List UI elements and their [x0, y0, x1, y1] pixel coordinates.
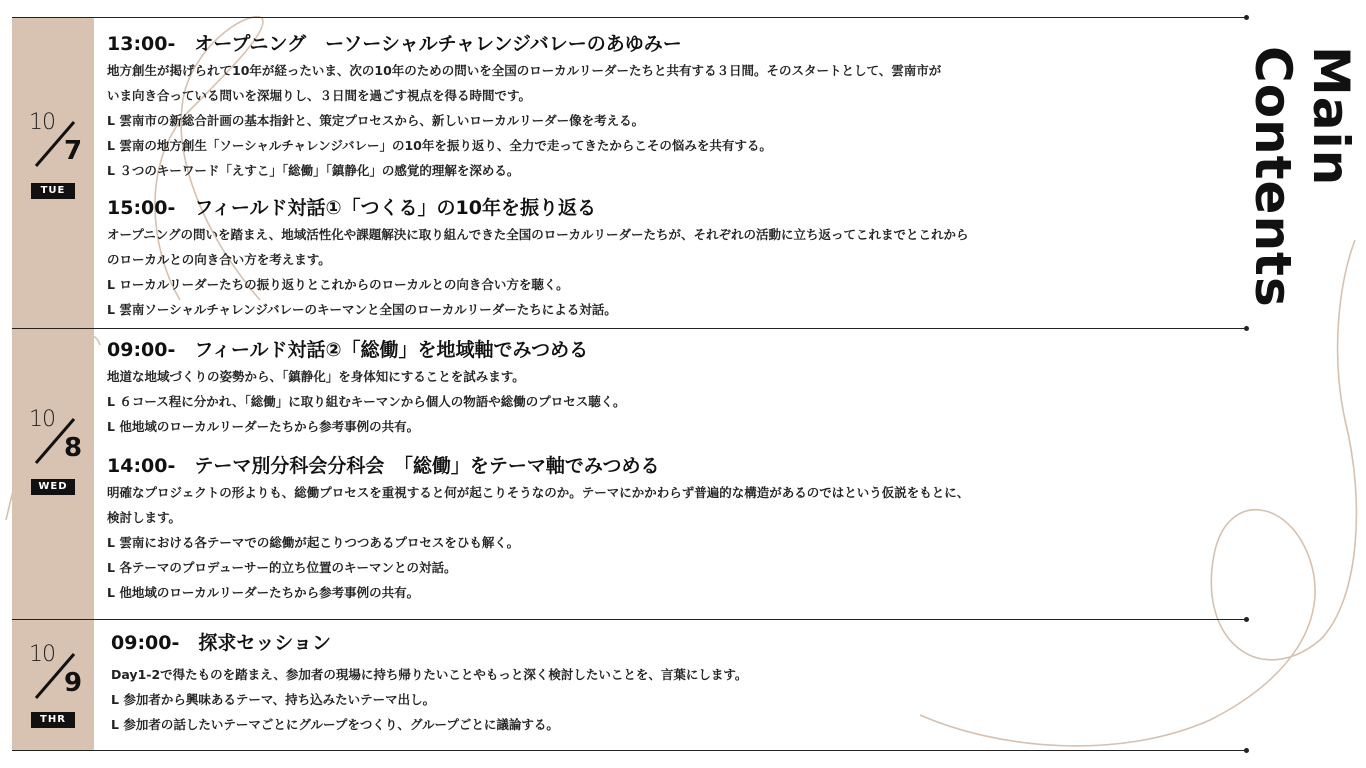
- session-text: 明確なプロジェクトの形よりも、総働プロセスを重視すると何が起こりそうなのか。テーマにかかわらず普遍的な構造があるのではという仮説をもとに、: [107, 485, 970, 500]
- session-title: 14:00- テーマ別分科会分科会 「総働」をテーマ軸でみつめる: [107, 455, 660, 477]
- session-text: いま向き合っている問いを深堀りし、３日間を過ごす視点を得る時間です。: [107, 88, 532, 103]
- date-month: 10: [29, 642, 55, 667]
- date-day: 9: [64, 668, 83, 698]
- day-column-3: [12, 620, 94, 750]
- session-text: L 参加者から興味あるテーマ、持ち込みたいテーマ出し。: [111, 692, 436, 707]
- session-day3-exploration: [111, 630, 1251, 737]
- session-text: L 雲南の地方創生「ソーシャルチャレンジバレー」の10年を振り返り、全力で走ってきたからこその悩みを共有する。: [107, 138, 772, 153]
- date-day: 8: [64, 433, 83, 463]
- session-day2-breakout: [107, 453, 1247, 605]
- session-text: L 雲南市の新総合計画の基本指針と、策定プロセスから、新しいローカルリーダー像を考える。: [107, 113, 645, 128]
- session-text: L ３つのキーワード「えすこ」「総働」「鎮静化」の感覚的理解を深める。: [107, 163, 520, 178]
- session-text: オープニングの問いを踏まえ、地域活性化や課題解決に取り組んできた全国のローカルリーダーたちが、それぞれの活動に立ち返ってこれまでとこれから: [107, 227, 969, 242]
- session-text: L 雲南における各テーマでの総働が起こりつつあるプロセスをひも解く。: [107, 535, 520, 550]
- divider-top: [12, 17, 1246, 18]
- session-day2-field-dialogue-2: [107, 337, 1247, 439]
- date-badge-2: [12, 407, 94, 477]
- session-day1-field-dialogue-1: [107, 195, 1247, 322]
- weekday-badge: TUE: [31, 183, 75, 199]
- page-title-text: Main Contents: [1244, 46, 1360, 308]
- session-text: L 他地域のローカルリーダーたちから参考事例の共有。: [107, 585, 420, 600]
- session-text: 検討します。: [107, 510, 182, 525]
- date-badge-1: [12, 110, 94, 180]
- day-column-2: [12, 329, 94, 619]
- page-title: [1244, 46, 1360, 466]
- session-title: 15:00- フィールド対話①「つくる」の10年を振り返る: [107, 197, 596, 219]
- session-text: L 各テーマのプロデューサー的立ち位置のキーマンとの対話。: [107, 560, 457, 575]
- weekday-badge: THR: [31, 712, 75, 728]
- date-month: 10: [29, 407, 55, 432]
- date-day: 7: [64, 136, 83, 166]
- session-text: Day1-2で得たものを踏まえ、参加者の現場に持ち帰りたいことやもっと深く検討したいことを、言葉にします。: [111, 667, 748, 682]
- session-text: L ローカルリーダーたちの振り返りとこれからのローカルとの向き合い方を聴く。: [107, 277, 569, 292]
- session-title: 09:00- 探求セッション: [111, 632, 331, 654]
- session-text: L 雲南ソーシャルチャレンジバレーのキーマンと全国のローカルリーダーたちによる対話。: [107, 302, 617, 317]
- day-column-1: [12, 18, 94, 328]
- session-text: L 参加者の話したいテーマごとにグループをつくり、グループごとに議論する。: [111, 717, 559, 732]
- session-text: L ６コース程に分かれ、「総働」に取り組むキーマンから個人の物語や総働のプロセス聴く。: [107, 394, 626, 409]
- divider-bottom: [12, 750, 1246, 751]
- session-title: 09:00- フィールド対話②「総働」を地域軸でみつめる: [107, 339, 589, 361]
- date-badge-3: [12, 642, 94, 712]
- session-day1-opening: [107, 31, 1247, 183]
- date-month: 10: [29, 110, 55, 135]
- session-text: 地方創生が掲げられて10年が経ったいま、次の10年のための問いを全国のローカルリーダーたちと共有する３日間。そのスタートとして、雲南市が: [107, 63, 942, 78]
- divider-day1-day2: [12, 328, 1246, 329]
- session-text: L 他地域のローカルリーダーたちから参考事例の共有。: [107, 419, 420, 434]
- session-text: 地道な地域づくりの姿勢から、「鎮静化」を身体知にすることを試みます。: [107, 369, 525, 384]
- weekday-badge: WED: [31, 479, 75, 495]
- session-text: のローカルとの向き合い方を考えます。: [107, 252, 331, 267]
- session-title: 13:00- オープニング ーソーシャルチャレンジバレーのあゆみー: [107, 33, 682, 55]
- divider-day2-day3: [12, 619, 1246, 620]
